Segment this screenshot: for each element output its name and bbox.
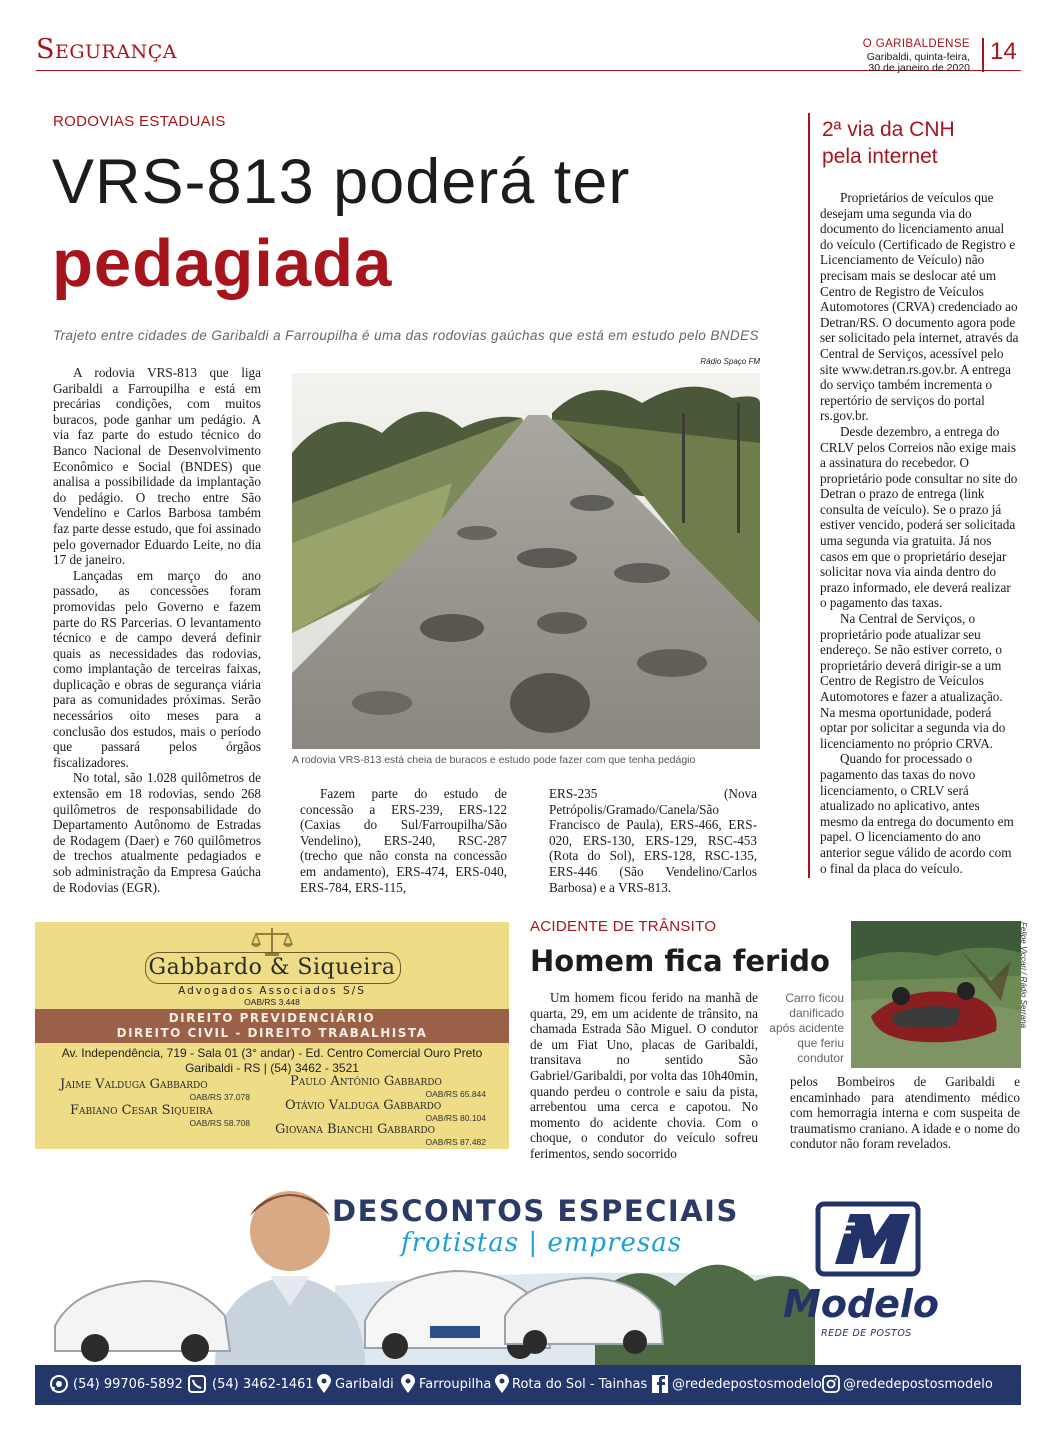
edition-date-line2: 30 de janeiro de 2020 xyxy=(868,62,970,74)
contact-facebook: @rededepostosmodelo xyxy=(672,1377,822,1392)
lawyer-oab: OAB/RS 37.078 xyxy=(189,1092,250,1102)
lawyer-oab: OAB/RS 87.482 xyxy=(425,1137,486,1147)
lawyer-name: Otávio Valduga Gabbardo xyxy=(285,1098,442,1113)
article-paragraph: Lançadas em março do ano passado, as concessões foram promovidas pelo Governo e fazem parte do RS Parcerias. O levantamento técnico e de campo deverá definir quais as necessidades das rodovias, como implantação de terceiras faixas, duplicação e obras de segurança viária para as comunidades próximas. Serão necessários oito meses para a conclusão dos estudos, mais o período que passará pelos órgãos fiscalizadores. xyxy=(53,567,261,770)
lawyer-oab: OAB/RS 65.844 xyxy=(425,1089,486,1099)
lawyer-name: Fabiano Cesar Siqueira xyxy=(70,1103,213,1118)
lawyer-entry xyxy=(290,1074,486,1099)
article-paragraph: ERS-235 (Nova Petrópolis/Gramado/Canela/São Francisco de Paula), ERS-466, ERS-020, ERS-130, ERS-129, RSC-453 (Rota do Sol), ERS-128, RSC-135, ERS-446 (São Vendelino/Carlos Barbosa) e a VRS-813. xyxy=(549,786,757,895)
firm-address: Av. Independência, 719 - Sala 01 (3° andar) - Ed. Centro Comercial Ouro Preto xyxy=(61,1046,483,1060)
accident-kicker: ACIDENTE DE TRÂNSITO xyxy=(530,918,717,935)
lawyer-entry xyxy=(70,1103,250,1128)
accident-photo-caption: Carro ficou danificado após acidente que feriu condutor xyxy=(769,991,844,1065)
firm-name: Gabbardo & Siqueira xyxy=(148,955,396,980)
lawyer-entry xyxy=(60,1077,250,1102)
contact-location: Farroupilha xyxy=(419,1377,492,1392)
law-firm-advertisement xyxy=(35,922,509,1149)
overturned-car-photo xyxy=(851,921,1021,1068)
firm-oab: OAB/RS 3.448 xyxy=(244,997,300,1007)
lawyer-oab: OAB/RS 58.708 xyxy=(189,1118,250,1128)
article-headline-line1: VRS-813 poderá ter xyxy=(52,147,631,217)
sidebar-title-line1: 2ª via da CNH xyxy=(822,118,955,141)
lawyer-name: Giovana Bianchi Gabbardo xyxy=(275,1122,435,1137)
gas-station-advertisement xyxy=(35,1176,1021,1405)
article-kicker: RODOVIAS ESTADUAIS xyxy=(53,113,226,130)
article-paragraph: A rodovia VRS-813 que liga Garibaldi a Farroupilha e está em precárias condições, com muitos buracos, pode ganhar um pedágio. A via faz parte do estudo técnico do Banco Nacional de Desenvolvimento Econômico e Social (BNDES) que analisa a possibilidade da implantação do pedágio. O trecho entre São Vendelino e Carlos Barbosa também faz parte desse estudo, que foi assinado pelo governador Eduardo Leite, no dia 17 de janeiro. xyxy=(53,365,261,568)
whatsapp-icon xyxy=(49,1374,69,1394)
lawyer-name: Paulo Antônio Gabbardo xyxy=(290,1074,442,1089)
location-pin-icon xyxy=(494,1374,510,1394)
contact-phone: (54) 3462-1461 xyxy=(212,1377,314,1392)
article-headline-line2: pedagiada xyxy=(52,226,393,301)
photo-credit: Rádio Spaço FM xyxy=(700,357,760,366)
accident-column-2 xyxy=(790,1074,1020,1152)
brand-name: Modelo xyxy=(783,1282,940,1326)
page-number: 14 xyxy=(990,38,1017,65)
section-name: Segurança xyxy=(36,34,177,65)
lawyer-oab: OAB/RS 80.104 xyxy=(425,1113,486,1123)
contact-whatsapp: (54) 99706-5892 xyxy=(73,1377,183,1392)
article-paragraph: Fazem parte do estudo de concessão a ERS-239, ERS-122 (Caxias do Sul/Farroupilha/São Vendelino), ERS-240, RSC-287 (trecho que não consta na concessão em andamento), ERS-474, ERS-040, ERS-784, ERS-115, xyxy=(300,786,507,895)
sidebar-paragraph: Quando for processado o pagamento das taxas do novo licenciamento, o CRLV será atualizado no aplicativo, antes mesmo da entrega do documento em papel. O licenciamento do ano anterior segue válido de acordo com o final da placa do veículo. xyxy=(820,751,1014,876)
lawyer-name: Jaime Valduga Gabbardo xyxy=(60,1077,208,1092)
edition-date-line1: Garibaldi, quinta-feira, xyxy=(866,51,970,63)
ad-title: DESCONTOS ESPECIAIS xyxy=(332,1194,739,1228)
lawyer-entry xyxy=(275,1122,486,1147)
article-column-3 xyxy=(549,786,757,895)
sidebar-rule xyxy=(808,113,810,878)
contact-location: Garibaldi xyxy=(335,1377,394,1392)
contact-instagram: @rededepostosmodelo xyxy=(843,1377,993,1392)
newspaper-name: O GARIBALDENSE xyxy=(862,38,970,50)
lawyer-entry xyxy=(285,1098,486,1123)
practice-area-line1: DIREITO PREVIDENCIÁRIO xyxy=(168,1011,376,1025)
photo-caption: A rodovia VRS-813 está cheia de buracos e estudo pode fazer com que tenha pedágio xyxy=(292,754,696,766)
facebook-icon xyxy=(651,1374,669,1394)
accident-headline: Homem fica ferido xyxy=(530,944,830,978)
road-potholes-photo xyxy=(292,373,760,749)
page-number-divider xyxy=(982,38,984,72)
brand-tagline: REDE DE POSTOS xyxy=(821,1328,912,1339)
sidebar-paragraph: Desde dezembro, a entrega do CRLV pelos Correios não exige mais a assinatura do recebedor. O proprietário pode consultar no site do Detran o prazo de entrega (link consulta de veículo). Se o prazo já estiver vencido, poderá ser solicitada uma segunda via gratuita. Já nos casos em que o proprietário desejar solicitar nova via ainda dentro do prazo informado, ele deverá realizar o pagamento das taxas. xyxy=(820,423,1018,611)
firm-subtitle: Advogados Associados S/S xyxy=(178,985,366,997)
sidebar-body xyxy=(820,190,1020,876)
location-pin-icon xyxy=(316,1374,332,1394)
article-paragraph: No total, são 1.028 quilômetros de extensão em 18 rodovias, sendo 268 quilômetros de responsabilidade do Departamento Autônomo de Estradas de Rodagem (Daer) e 760 quilômetros de trechos atualmente pedagiados e sob administração da Empresa Gaúcha de Rodovias (EGR). xyxy=(53,770,261,895)
contact-location: Rota do Sol - Tainhas xyxy=(512,1377,648,1392)
accident-photo-credit: Felipe Viccari / Rádio Serrana xyxy=(1019,922,1028,1029)
practice-area-line2: DIREITO CIVIL - DIREITO TRABALHISTA xyxy=(116,1026,428,1040)
location-pin-icon xyxy=(400,1374,416,1394)
article-column-2 xyxy=(300,786,507,895)
accident-column-1 xyxy=(530,990,758,1162)
sidebar-paragraph: Proprietários de veículos que desejam uma segunda via do documento do licenciamento anual do veículo (Certificado de Registro e Licenciamento de Veículo) não precisam mais se deslocar até um Centro de Registro de Veículos Automotores (CRVA) credenciado ao Detran/RS. O documento agora pode ser solicitado pela internet, através da Central de Serviços, acessível pelo site www.detran.rs.gov.br. A entrega do serviço também incrementa o repertório de serviços do portal rs.gov.br. xyxy=(820,190,1019,424)
sidebar-paragraph: Na Central de Serviços, o proprietário pode atualizar seu endereço. Se não estiver correto, o proprietário deverá dirigir-se a um Centro de Registro de Veículos Automotores e fazer a atualização. Na mesma oportunidade, poderá optar por solicitar a segunda via do licenciamento no próprio CRVA. xyxy=(820,611,1006,751)
article-column-1 xyxy=(53,365,261,895)
firm-city-phone: Garibaldi - RS | (54) 3462 - 3521 xyxy=(185,1061,359,1075)
instagram-icon xyxy=(822,1374,840,1394)
accident-paragraph: Um homem ficou ferido na manhã de quarta, 29, em um acidente de trânsito, na chamada Estrada São Miguel. O condutor de um Fiat Uno, placas de Garibaldi, transitava no sentido São Gabriel/Garibaldi, por volta das 10h40min, quando perdeu o controle e saiu da pista, arrebentou uma cerca e capotou. No momento do acidente chovia. Com o choque, o condutor do veículo sofreu ferimentos, sendo socorrido xyxy=(530,990,758,1161)
sidebar-title-line2: pela internet xyxy=(822,145,938,168)
accident-paragraph: pelos Bombeiros de Garibaldi e encaminhado para atendimento médico com hemorragia interna e com suspeita de traumatismo craniano. A idade e o nome do condutor não foram revelados. xyxy=(790,1074,1020,1152)
ad-subtitle: frotistas | empresas xyxy=(401,1228,683,1258)
article-subtitle: Trajeto entre cidades de Garibaldi a Farroupilha é uma das rodovias gaúchas que está em estudo pelo BNDES xyxy=(53,328,759,343)
phone-icon xyxy=(187,1374,207,1394)
